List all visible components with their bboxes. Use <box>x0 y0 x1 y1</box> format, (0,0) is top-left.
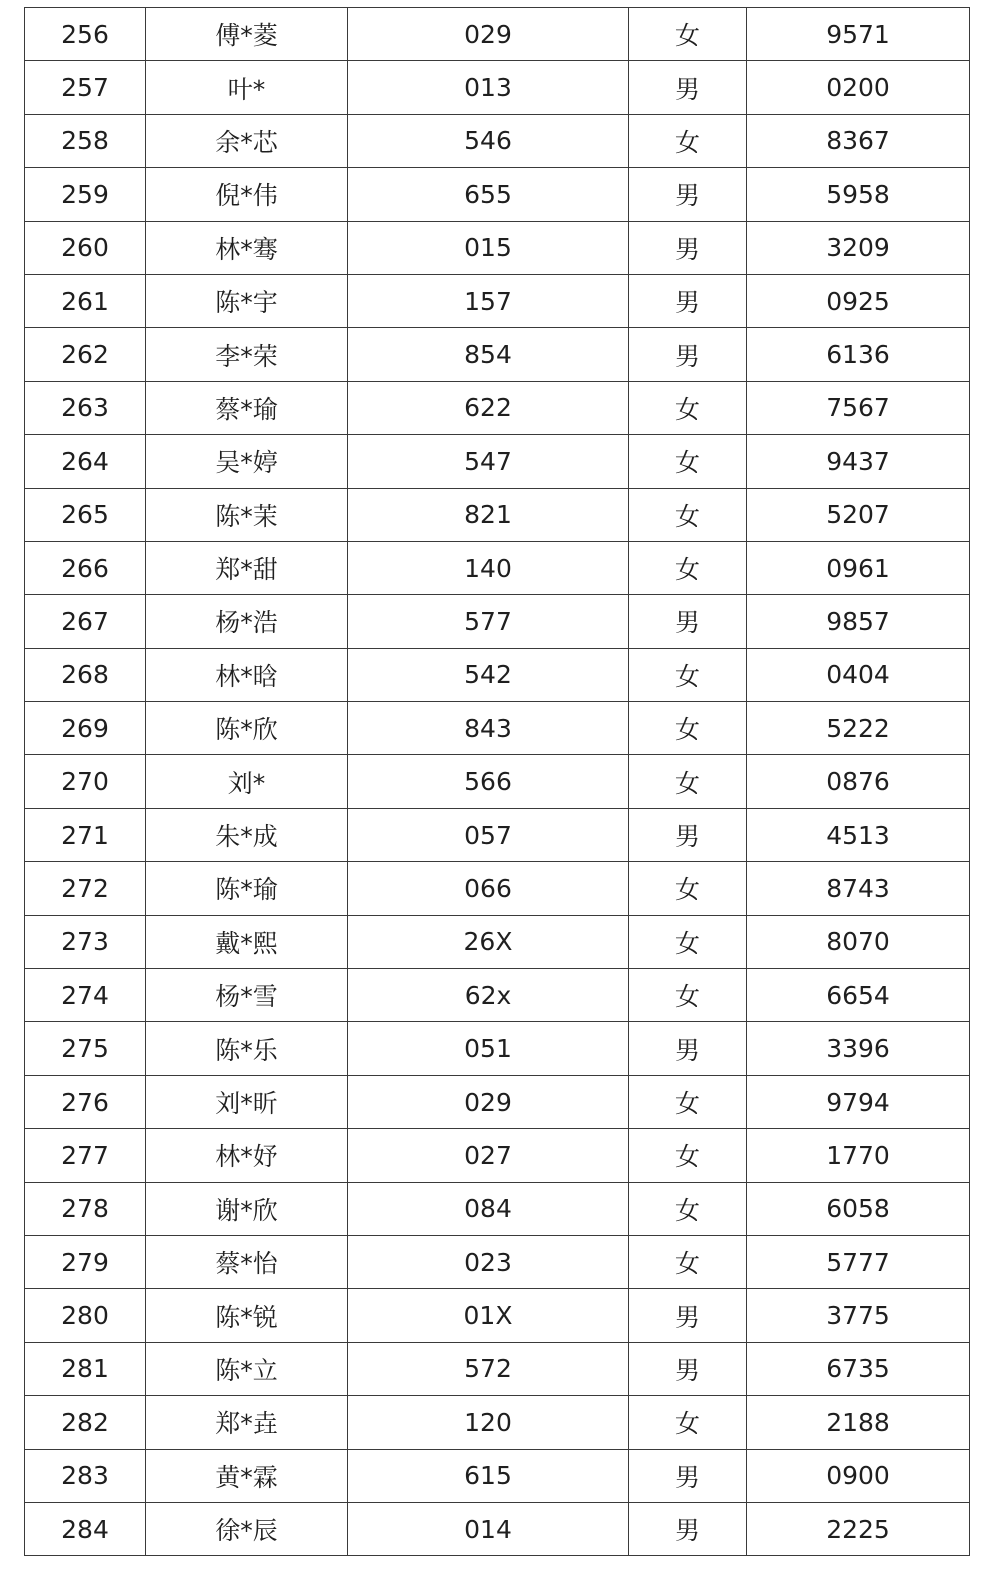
phone-suffix-cell: 2225 <box>747 1502 970 1555</box>
name-cell: 李*荣 <box>146 328 348 381</box>
gender-cell: 女 <box>629 488 747 541</box>
phone-suffix-cell: 9794 <box>747 1075 970 1128</box>
table-row <box>25 862 970 915</box>
name-cell: 陈*立 <box>146 1342 348 1395</box>
name-cell: 黄*霖 <box>146 1449 348 1502</box>
table-row <box>25 221 970 274</box>
gender-cell: 男 <box>629 1289 747 1342</box>
id-suffix-cell: 140 <box>348 541 629 594</box>
table-row <box>25 541 970 594</box>
phone-suffix-cell: 8743 <box>747 862 970 915</box>
row-number-cell: 284 <box>25 1502 146 1555</box>
id-suffix-cell: 547 <box>348 435 629 488</box>
name-cell: 陈*乐 <box>146 1022 348 1075</box>
row-number-cell: 268 <box>25 648 146 701</box>
table-row <box>25 595 970 648</box>
row-number-cell: 277 <box>25 1129 146 1182</box>
phone-suffix-cell: 0404 <box>747 648 970 701</box>
row-number-cell: 271 <box>25 808 146 861</box>
row-number-cell: 281 <box>25 1342 146 1395</box>
name-cell: 倪*伟 <box>146 168 348 221</box>
phone-suffix-cell: 3775 <box>747 1289 970 1342</box>
phone-suffix-cell: 5958 <box>747 168 970 221</box>
phone-suffix-cell: 7567 <box>747 381 970 434</box>
gender-cell: 男 <box>629 168 747 221</box>
table-row <box>25 1075 970 1128</box>
row-number-cell: 278 <box>25 1182 146 1235</box>
table-row <box>25 381 970 434</box>
id-suffix-cell: 057 <box>348 808 629 861</box>
row-number-cell: 257 <box>25 61 146 114</box>
id-suffix-cell: 566 <box>348 755 629 808</box>
name-cell: 朱*成 <box>146 808 348 861</box>
table-row <box>25 1502 970 1555</box>
row-number-cell: 280 <box>25 1289 146 1342</box>
table-row <box>25 1342 970 1395</box>
table-row <box>25 1182 970 1235</box>
table-row <box>25 1022 970 1075</box>
table-row <box>25 648 970 701</box>
gender-cell: 男 <box>629 1502 747 1555</box>
roster-table-body <box>25 8 970 1556</box>
row-number-cell: 261 <box>25 274 146 327</box>
gender-cell: 男 <box>629 274 747 327</box>
table-row <box>25 114 970 167</box>
name-cell: 刘*昕 <box>146 1075 348 1128</box>
table-row <box>25 1449 970 1502</box>
row-number-cell: 266 <box>25 541 146 594</box>
row-number-cell: 269 <box>25 702 146 755</box>
name-cell: 傅*菱 <box>146 8 348 61</box>
id-suffix-cell: 62x <box>348 969 629 1022</box>
table-row <box>25 915 970 968</box>
id-suffix-cell: 615 <box>348 1449 629 1502</box>
name-cell: 林*妤 <box>146 1129 348 1182</box>
gender-cell: 男 <box>629 221 747 274</box>
gender-cell: 男 <box>629 1342 747 1395</box>
table-row <box>25 702 970 755</box>
row-number-cell: 270 <box>25 755 146 808</box>
phone-suffix-cell: 6136 <box>747 328 970 381</box>
phone-suffix-cell: 5222 <box>747 702 970 755</box>
phone-suffix-cell: 0900 <box>747 1449 970 1502</box>
table-row <box>25 8 970 61</box>
table-row <box>25 328 970 381</box>
phone-suffix-cell: 6735 <box>747 1342 970 1395</box>
id-suffix-cell: 157 <box>348 274 629 327</box>
name-cell: 陈*锐 <box>146 1289 348 1342</box>
phone-suffix-cell: 6654 <box>747 969 970 1022</box>
gender-cell: 女 <box>629 1075 747 1128</box>
name-cell: 吴*婷 <box>146 435 348 488</box>
gender-cell: 女 <box>629 114 747 167</box>
gender-cell: 女 <box>629 862 747 915</box>
name-cell: 徐*辰 <box>146 1502 348 1555</box>
phone-suffix-cell: 6058 <box>747 1182 970 1235</box>
row-number-cell: 279 <box>25 1235 146 1288</box>
row-number-cell: 263 <box>25 381 146 434</box>
phone-suffix-cell: 4513 <box>747 808 970 861</box>
phone-suffix-cell: 8070 <box>747 915 970 968</box>
gender-cell: 女 <box>629 381 747 434</box>
row-number-cell: 272 <box>25 862 146 915</box>
phone-suffix-cell: 0876 <box>747 755 970 808</box>
phone-suffix-cell: 0925 <box>747 274 970 327</box>
name-cell: 蔡*怡 <box>146 1235 348 1288</box>
table-row <box>25 1396 970 1449</box>
phone-suffix-cell: 8367 <box>747 114 970 167</box>
phone-suffix-cell: 2188 <box>747 1396 970 1449</box>
name-cell: 谢*欣 <box>146 1182 348 1235</box>
row-number-cell: 273 <box>25 915 146 968</box>
row-number-cell: 276 <box>25 1075 146 1128</box>
gender-cell: 女 <box>629 1129 747 1182</box>
name-cell: 林*骞 <box>146 221 348 274</box>
table-row <box>25 1235 970 1288</box>
id-suffix-cell: 26X <box>348 915 629 968</box>
row-number-cell: 264 <box>25 435 146 488</box>
gender-cell: 女 <box>629 1182 747 1235</box>
table-row <box>25 1289 970 1342</box>
id-suffix-cell: 821 <box>348 488 629 541</box>
name-cell: 蔡*瑜 <box>146 381 348 434</box>
gender-cell: 男 <box>629 1449 747 1502</box>
table-row <box>25 969 970 1022</box>
gender-cell: 女 <box>629 541 747 594</box>
phone-suffix-cell: 3396 <box>747 1022 970 1075</box>
id-suffix-cell: 622 <box>348 381 629 434</box>
id-suffix-cell: 023 <box>348 1235 629 1288</box>
row-number-cell: 265 <box>25 488 146 541</box>
gender-cell: 女 <box>629 435 747 488</box>
row-number-cell: 282 <box>25 1396 146 1449</box>
name-cell: 戴*熙 <box>146 915 348 968</box>
id-suffix-cell: 546 <box>348 114 629 167</box>
phone-suffix-cell: 5777 <box>747 1235 970 1288</box>
id-suffix-cell: 01X <box>348 1289 629 1342</box>
gender-cell: 男 <box>629 328 747 381</box>
gender-cell: 女 <box>629 8 747 61</box>
phone-suffix-cell: 1770 <box>747 1129 970 1182</box>
gender-cell: 男 <box>629 808 747 861</box>
row-number-cell: 283 <box>25 1449 146 1502</box>
id-suffix-cell: 572 <box>348 1342 629 1395</box>
table-row <box>25 808 970 861</box>
row-number-cell: 275 <box>25 1022 146 1075</box>
name-cell: 杨*雪 <box>146 969 348 1022</box>
row-number-cell: 258 <box>25 114 146 167</box>
id-suffix-cell: 066 <box>348 862 629 915</box>
id-suffix-cell: 120 <box>348 1396 629 1449</box>
id-suffix-cell: 655 <box>348 168 629 221</box>
row-number-cell: 256 <box>25 8 146 61</box>
id-suffix-cell: 843 <box>348 702 629 755</box>
id-suffix-cell: 014 <box>348 1502 629 1555</box>
row-number-cell: 260 <box>25 221 146 274</box>
phone-suffix-cell: 9857 <box>747 595 970 648</box>
gender-cell: 女 <box>629 1235 747 1288</box>
table-row <box>25 1129 970 1182</box>
table-row <box>25 61 970 114</box>
name-cell: 叶* <box>146 61 348 114</box>
id-suffix-cell: 051 <box>348 1022 629 1075</box>
id-suffix-cell: 015 <box>348 221 629 274</box>
table-row <box>25 755 970 808</box>
table-row <box>25 274 970 327</box>
id-suffix-cell: 577 <box>348 595 629 648</box>
gender-cell: 女 <box>629 702 747 755</box>
table-row <box>25 168 970 221</box>
id-suffix-cell: 027 <box>348 1129 629 1182</box>
table-row <box>25 488 970 541</box>
id-suffix-cell: 013 <box>348 61 629 114</box>
phone-suffix-cell: 0961 <box>747 541 970 594</box>
gender-cell: 男 <box>629 595 747 648</box>
row-number-cell: 267 <box>25 595 146 648</box>
id-suffix-cell: 542 <box>348 648 629 701</box>
id-suffix-cell: 029 <box>348 1075 629 1128</box>
gender-cell: 女 <box>629 755 747 808</box>
name-cell: 陈*宇 <box>146 274 348 327</box>
name-cell: 刘* <box>146 755 348 808</box>
id-suffix-cell: 854 <box>348 328 629 381</box>
name-cell: 郑*甜 <box>146 541 348 594</box>
phone-suffix-cell: 5207 <box>747 488 970 541</box>
name-cell: 余*芯 <box>146 114 348 167</box>
gender-cell: 男 <box>629 61 747 114</box>
phone-suffix-cell: 9437 <box>747 435 970 488</box>
gender-cell: 女 <box>629 915 747 968</box>
id-suffix-cell: 084 <box>348 1182 629 1235</box>
phone-suffix-cell: 0200 <box>747 61 970 114</box>
table-row <box>25 435 970 488</box>
name-cell: 陈*瑜 <box>146 862 348 915</box>
gender-cell: 女 <box>629 1396 747 1449</box>
row-number-cell: 274 <box>25 969 146 1022</box>
name-cell: 郑*垚 <box>146 1396 348 1449</box>
name-cell: 陈*茉 <box>146 488 348 541</box>
gender-cell: 女 <box>629 648 747 701</box>
name-cell: 陈*欣 <box>146 702 348 755</box>
roster-table <box>24 7 970 1556</box>
name-cell: 林*晗 <box>146 648 348 701</box>
id-suffix-cell: 029 <box>348 8 629 61</box>
row-number-cell: 262 <box>25 328 146 381</box>
phone-suffix-cell: 3209 <box>747 221 970 274</box>
phone-suffix-cell: 9571 <box>747 8 970 61</box>
name-cell: 杨*浩 <box>146 595 348 648</box>
gender-cell: 男 <box>629 1022 747 1075</box>
gender-cell: 女 <box>629 969 747 1022</box>
row-number-cell: 259 <box>25 168 146 221</box>
